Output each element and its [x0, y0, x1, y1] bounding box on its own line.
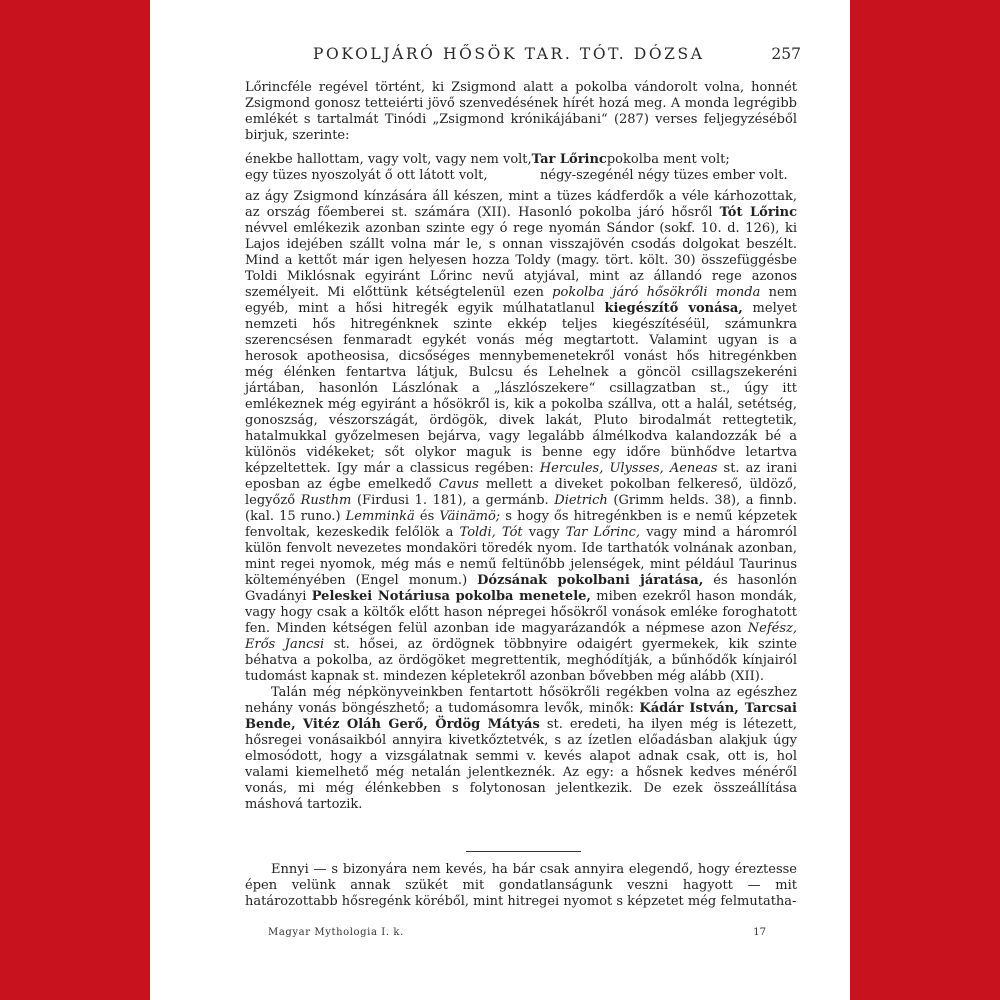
text-run: st. hősei, az ördögnek többnyire odaigért gyermekek, kik szinte béhatva a pokolba, az ördögöket megrettentik, meghódítják, a bűnhődők kínjairól tudomást kapnak st. mindezen képletekről azonban bővebben még alább (XII). [245, 637, 797, 684]
page-number: 257 [771, 45, 801, 63]
section-divider [466, 851, 581, 852]
paragraph-2 [245, 189, 797, 685]
text-run: és hasonlón Gvadányi [245, 573, 797, 604]
footer-book-title: Magyar Mythologia I. k. [268, 927, 404, 938]
italic-run: pokolba járó hősökrőli monda [552, 285, 761, 300]
text-run: nem egyéb, mint a hősi hitregék egyik múlhatatlanul [245, 285, 797, 316]
text-run: névvel emlékezik azonban szinte egy ó rege nyomán Sándor (sokf. 10. d. 126), ki Lajos idejében szállt volna már le, s onnan visszajövén csodás dolgokat beszélt. Mind a kettőt már igen helyesen hozza Toldy (magy. tört. költ. 30) összefüggésbe Toldi Miklósnak egyiránt Lőrinc nevű atyjával, mint az állandó rege azonos személyeit. Mi előttünk kétségtelenül ezen [245, 221, 797, 300]
bold-run: Peleskei Notáriusa pokolba menetele, [311, 589, 591, 604]
text-run: melyet nemzeti hős hitregénknek szinte ekkép teljes kiegészítéséül, számunkra szerencsésen fenmaradt egykét vonás még megtartott. Valamint ugyan is a herosok apotheosisa, dicsőséges mennybemenetekről vonást hős hitregénkben még élénken fentartva látjuk, Bulcsu és Lehelnek a göncöl csillagszekeréni jártában, hasonlón Lászlónak a „lászlószekere“ csillagzatban st., úgy itt emlékeznek még egyiránt a hősökről is, kik a pokolba szállva, ott a halál, setétség, gonoszság, vészországát, ördögök, divek lakát, Pluto birodalmát rettegtetik, hatalmukkal győzelmesen bejárva, vagy legalább álmélkodva kalandozzák bé a különös vidékeket; sőt olykor maguk is benne egy időre bünhődve letartva képzeltettek. Igy már a classicus regében: [245, 301, 797, 476]
verse-quote [245, 152, 797, 184]
text-run: mellett a diveket pokolban felkereső, üldöző, legyőző [245, 477, 797, 508]
verse-line-2 [245, 168, 797, 184]
footer-signature-mark: 17 [753, 927, 766, 938]
text-run: vagy mind a háromról külön fenvolt nevezetes mondaköri töredék nyom. Ide tarthatók volnának azonban, mint regei nyomok, még más e nemű feltünőbb jelenségek, mint például Taurinus költeményében (Engel monum.) [245, 525, 797, 588]
verse-line-2-start: egy tüzes nyoszolyát ő ott látott volt, [245, 168, 488, 183]
text-run: (Grimm helds. 38), a finnb. (kal. 15 runo.) [245, 493, 797, 524]
intro-paragraph: Lőrincféle regével történt, ki Zsigmond alatt a pokolba vándorolt volna, honnét Zsigmond gonosz tetteiérti jövő szenvedésének hírét hozá meg. A monda legrégibb emlékét s tartalmát Tinódi „Zsigmond krónikájábani“ (287) verses feljegyzéséből birjuk, szerinte: [245, 80, 797, 143]
text-run: és [414, 509, 440, 524]
text-run: s hogy ős hitregénkben is e nemű képzetek fenvoltak, kezeskedik felőlök a [245, 509, 797, 540]
paragraph-3 [245, 685, 797, 813]
italic-run: Lemminkä [345, 509, 415, 524]
text-run: miben ezekről hason mondák, vagy hogy csak a költők előtt hason népregei hősökről vonások emléke foroghatott fen. Minden kétségen felül azonban ide magyarázandók a népmese azon [245, 589, 797, 636]
bold-run: Dózsának pokolbani járatása, [477, 573, 704, 588]
text-run: az ágy Zsigmond kínzására áll készen, mint a tüzes kádferdők a véle kárhozottak, az ország főemberei st. számára (XII). Hasonló pokolba járó hősről [245, 189, 797, 220]
bold-run: Tót Lőrinc [719, 205, 798, 220]
italic-run: Tar Lőrinc, [565, 525, 641, 540]
italic-run: Hercules, Ulysses, Aeneas [539, 461, 718, 476]
text-run: st. eredeti, ha ilyen még is létezett, hősregei vonásaikból annyira kivetkőztetvék, s az ízetlen előadásban alakjuk úgy elmosódott, hogy a vizsgálatnak semmi v. kevés alapot adnak csak, ott is, hol valami kiemelhető még netalán jelentkeznék. Az egy: a hősnek kedves ménéről vonás, mi még élénkebben s folytonosan jelentkezik. De ezek összeállítása máshová tartozik. [245, 717, 797, 812]
text-run: st. az irani eposban az égbe emelkedő [245, 461, 797, 492]
verse-line-1-end: pokolba ment volt; [606, 152, 730, 167]
text-run: (Firdusi 1. 181), a germánb. [351, 493, 555, 508]
italic-run: Väinämö; [439, 509, 501, 524]
text-run: Talán még népkönyveinkben fentartott hősökrőli regékben volna az egészhez nehány vonás böngészhető; a tudomásomra levők, minők: [245, 685, 797, 716]
verse-line-1 [245, 152, 797, 168]
bold-run: kiegészítő vonása, [604, 301, 743, 316]
closing-text [245, 862, 797, 910]
bold-run: Kádár István, Tarcsai Bende, Vitéz Oláh Gerő, Ördög Mátyás [245, 701, 797, 732]
running-header [150, 45, 850, 69]
paragraph-4: Ennyi — s bizonyára nem kevés, ha bár csak annyira elegendő, hogy éreztesse épen velünk annak szükét mit gondatlanságunk veszni hagyott — mit határozottabb hősregénk köréből, mint hitregei nyomot s képzetet még felmutatha- [245, 862, 797, 909]
text-run: vagy [522, 525, 566, 540]
italic-run: Dietrich [554, 493, 608, 508]
italic-run: Nefész, Erős Jancsi [245, 621, 797, 652]
italic-run: Rusthm [300, 493, 352, 508]
verse-line-2-end: négy-szegénél négy tüzes ember volt. [540, 168, 788, 183]
italic-run: Toldi, Tót [459, 525, 523, 540]
header-title: POKOLJÁRÓ HŐSÖK TAR. TÓT. DÓZSA [313, 45, 705, 63]
main-text [245, 80, 797, 813]
verse-line-1-bold: Tar Lőrinc [531, 152, 607, 167]
italic-run: Cavus [438, 477, 479, 492]
book-page [150, 0, 850, 1000]
verse-line-1-start: énekbe hallottam, vagy volt, vagy nem volt, [245, 152, 532, 167]
